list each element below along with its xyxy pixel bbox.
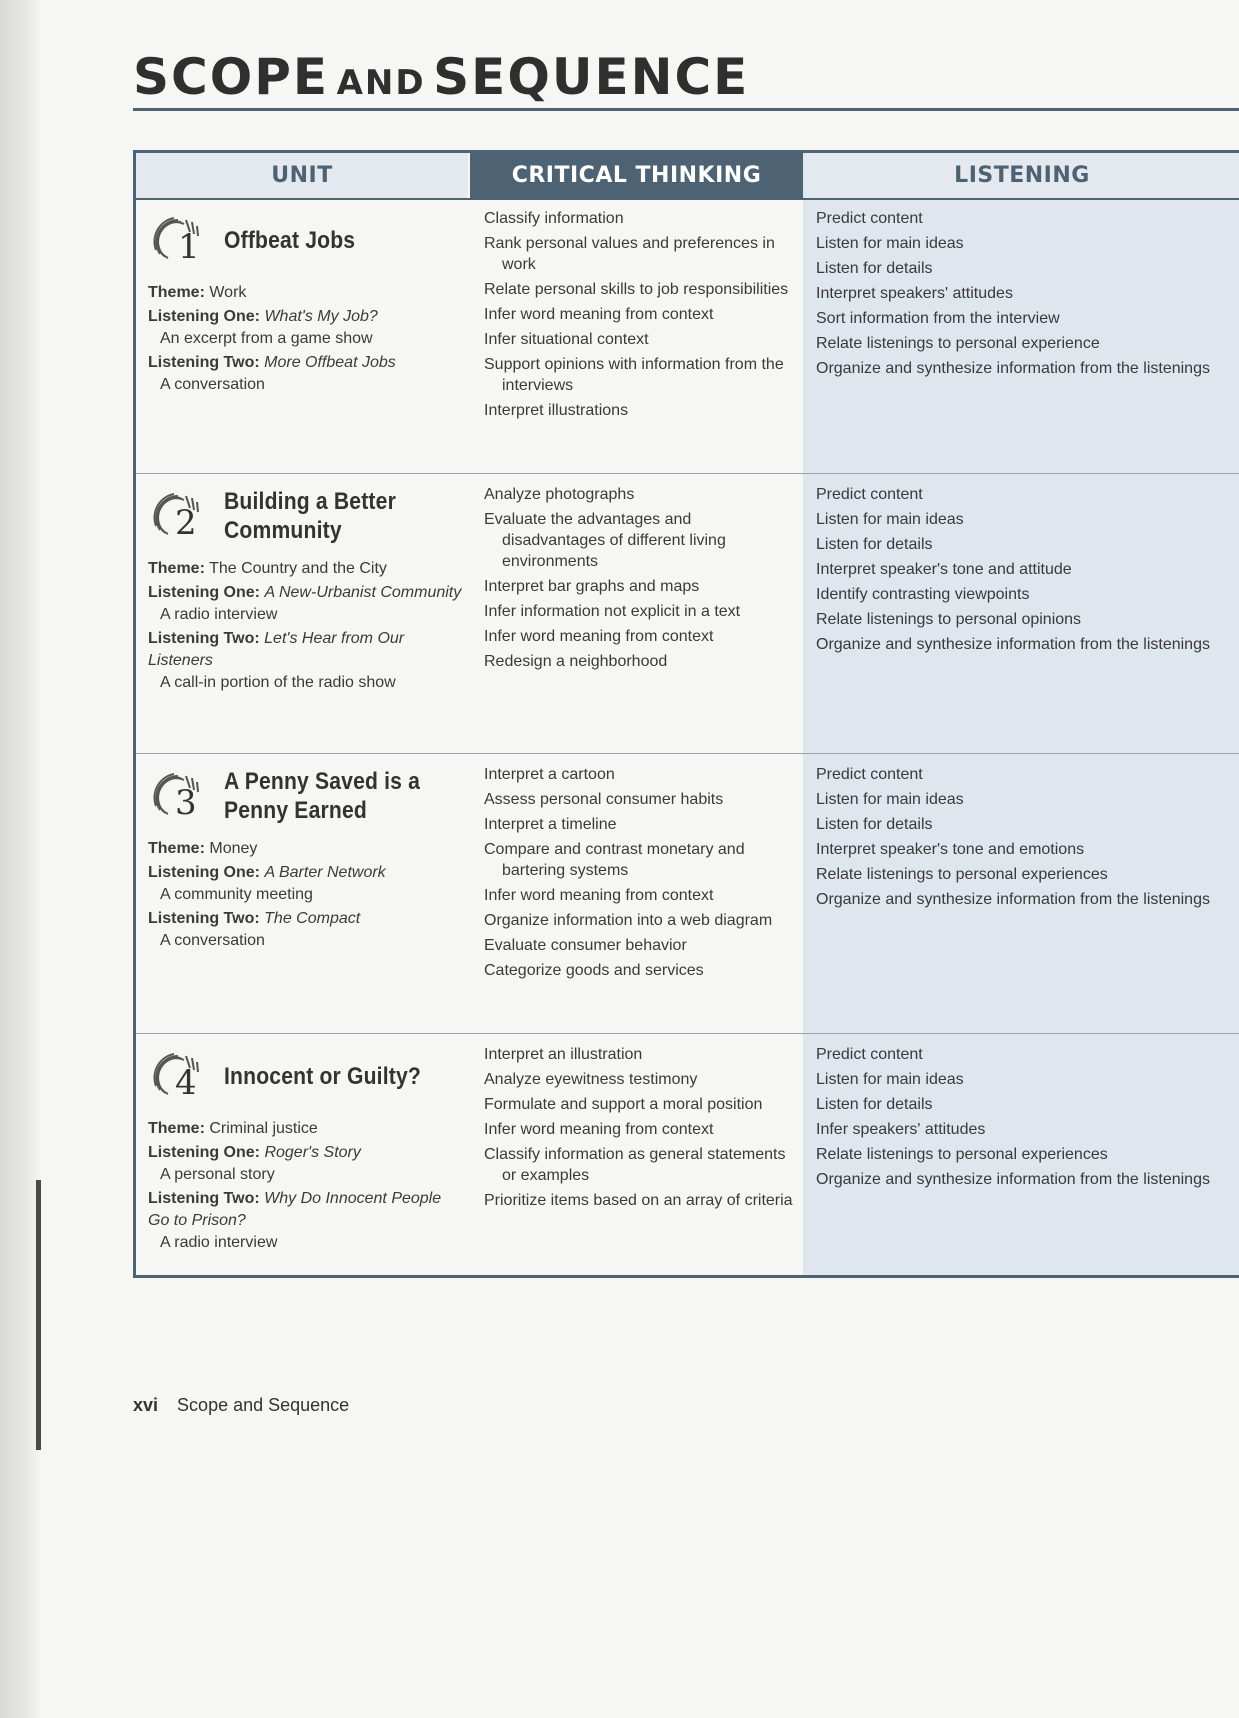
skill-item: Listen for main ideas (816, 1071, 964, 1088)
unit-cell (148, 764, 463, 952)
skill-item: Interpret a timeline (484, 816, 617, 833)
listening-cell (816, 484, 1226, 659)
skill-item: Infer information not explicit in a text (484, 603, 741, 620)
skill-item: Rank personal values and preferences in work (484, 235, 775, 273)
unit-row (136, 1044, 1239, 1272)
skill-item: Predict content (816, 210, 923, 227)
skill-item: Interpret bar graphs and maps (484, 578, 700, 595)
skill-item: Infer speakers' attitudes (816, 1121, 986, 1138)
skill-item: Interpret speakers' attitudes (816, 285, 1013, 302)
skill-item: Categorize goods and services (484, 962, 704, 979)
unit-title: A Penny Saved is a Penny Earned (224, 768, 421, 824)
critical-thinking-cell (484, 484, 794, 676)
listening-one-info: Listening One: A Barter Network A community meeting (148, 864, 386, 903)
unit-row (136, 208, 1239, 480)
skill-item: Sort information from the interview (816, 310, 1060, 327)
skill-item: Support opinions with information from the interviews (484, 356, 784, 394)
skill-item: Relate listenings to personal experiences (816, 1146, 1108, 1163)
skill-item: Interpret illustrations (484, 402, 629, 419)
page-footer (133, 1395, 349, 1416)
header-critical-thinking: CRITICAL THINKING (470, 153, 803, 198)
scope-sequence-table (133, 150, 1239, 1278)
skill-item: Infer word meaning from context (484, 1121, 714, 1138)
listening-two-info: Listening Two: More Offbeat Jobs A conversation (148, 354, 396, 393)
skill-item: Infer word meaning from context (484, 887, 714, 904)
title-word-and: AND (336, 63, 426, 103)
unit-cell (148, 1044, 463, 1254)
skill-item: Classify information (484, 210, 624, 227)
listening-one-info: Listening One: A New-Urbanist Community A radio interview (148, 584, 462, 623)
unit-cell (148, 208, 463, 396)
unit-theme: Theme: The Country and the City (148, 560, 387, 577)
unit-row (136, 484, 1239, 752)
row-divider (136, 753, 1239, 754)
skill-item: Organize and synthesize information from the listenings (816, 636, 1210, 653)
skill-item: Relate personal skills to job responsibilities (484, 281, 789, 298)
skill-item: Interpret an illustration (484, 1046, 643, 1063)
unit-theme: Theme: Criminal justice (148, 1120, 318, 1137)
skill-item: Formulate and support a moral position (484, 1096, 763, 1113)
skill-item: Analyze photographs (484, 486, 635, 503)
page-number: xvi (133, 1395, 159, 1415)
skill-item: Classify information as general statements or examples (484, 1146, 786, 1184)
skill-item: Infer word meaning from context (484, 628, 714, 645)
row-divider (136, 473, 1239, 474)
skill-item: Relate listenings to personal opinions (816, 611, 1082, 628)
svg-text:4: 4 (175, 1063, 197, 1103)
footer-section-title: Scope and Sequence (177, 1395, 350, 1415)
skill-item: Organize and synthesize information from the listenings (816, 1171, 1210, 1188)
skill-item: Redesign a neighborhood (484, 653, 668, 670)
unit-number-badge-icon (148, 210, 208, 270)
listening-two-info: Listening Two: Why Do Innocent People Go to Prison? A radio interview (148, 1190, 442, 1251)
book-spine-shadow (0, 0, 40, 1718)
header-listening: LISTENING (805, 153, 1239, 198)
skill-item: Listen for details (816, 260, 933, 277)
title-word-sequence: SEQUENCE (433, 48, 750, 106)
unit-title: Innocent or Guilty? (224, 1062, 421, 1090)
unit-title: Offbeat Jobs (224, 226, 356, 254)
title-rule (133, 108, 1239, 111)
skill-item: Organize and synthesize information from the listenings (816, 360, 1210, 377)
skill-item: Assess personal consumer habits (484, 791, 724, 808)
svg-text:1: 1 (178, 227, 200, 267)
skill-item: Evaluate consumer behavior (484, 937, 687, 954)
row-divider (136, 1033, 1239, 1034)
skill-item: Interpret speaker's tone and attitude (816, 561, 1072, 578)
skill-item: Relate listenings to personal experiences (816, 866, 1108, 883)
skill-item: Listen for details (816, 536, 933, 553)
svg-text:2: 2 (175, 503, 197, 543)
skill-item: Listen for details (816, 1096, 933, 1113)
listening-two-info: Listening Two: The Compact A conversation (148, 910, 361, 949)
unit-cell (148, 484, 463, 694)
unit-number-badge-icon (148, 1046, 208, 1106)
skill-item: Interpret speaker's tone and emotions (816, 841, 1085, 858)
table-bottom-border (133, 1275, 1239, 1278)
skill-item: Predict content (816, 1046, 923, 1063)
book-spine-edge (36, 1180, 41, 1450)
critical-thinking-cell (484, 1044, 794, 1215)
skill-item: Listen for details (816, 816, 933, 833)
unit-title: Building a Better Community (224, 488, 396, 544)
skill-item: Infer situational context (484, 331, 649, 348)
skill-item: Listen for main ideas (816, 235, 964, 252)
listening-one-info: Listening One: Roger's Story A personal story (148, 1144, 361, 1183)
unit-number-badge-icon (148, 486, 208, 546)
skill-item: Identify contrasting viewpoints (816, 586, 1030, 603)
skill-item: Predict content (816, 766, 923, 783)
title-word-scope: SCOPE (133, 48, 330, 106)
skill-item: Organize information into a web diagram (484, 912, 773, 929)
unit-theme: Theme: Money (148, 840, 258, 857)
listening-cell (816, 1044, 1226, 1194)
skill-item: Organize and synthesize information from the listenings (816, 891, 1210, 908)
skill-item: Listen for main ideas (816, 791, 964, 808)
unit-theme: Theme: Work (148, 284, 247, 301)
critical-thinking-cell (484, 208, 794, 425)
header-unit: UNIT (136, 153, 468, 198)
skill-item: Predict content (816, 486, 923, 503)
unit-row (136, 764, 1239, 1032)
listening-two-info: Listening Two: Let's Hear from Our Listeners A call-in portion of the radio show (148, 630, 405, 691)
skill-item: Evaluate the advantages and disadvantages of different living environments (484, 511, 726, 570)
skill-item: Relate listenings to personal experience (816, 335, 1100, 352)
skill-item: Compare and contrast monetary and bartering systems (484, 841, 745, 879)
skill-item: Infer word meaning from context (484, 306, 714, 323)
listening-cell (816, 208, 1226, 383)
skill-item: Prioritize items based on an array of criteria (484, 1192, 793, 1209)
critical-thinking-cell (484, 764, 794, 985)
skill-item: Interpret a cartoon (484, 766, 615, 783)
listening-one-info: Listening One: What's My Job? An excerpt from a game show (148, 308, 378, 347)
page-title (133, 48, 750, 106)
unit-number-badge-icon (148, 766, 208, 826)
skill-item: Analyze eyewitness testimony (484, 1071, 698, 1088)
svg-text:3: 3 (175, 783, 197, 823)
listening-cell (816, 764, 1226, 914)
header-rule (136, 198, 1239, 200)
skill-item: Listen for main ideas (816, 511, 964, 528)
